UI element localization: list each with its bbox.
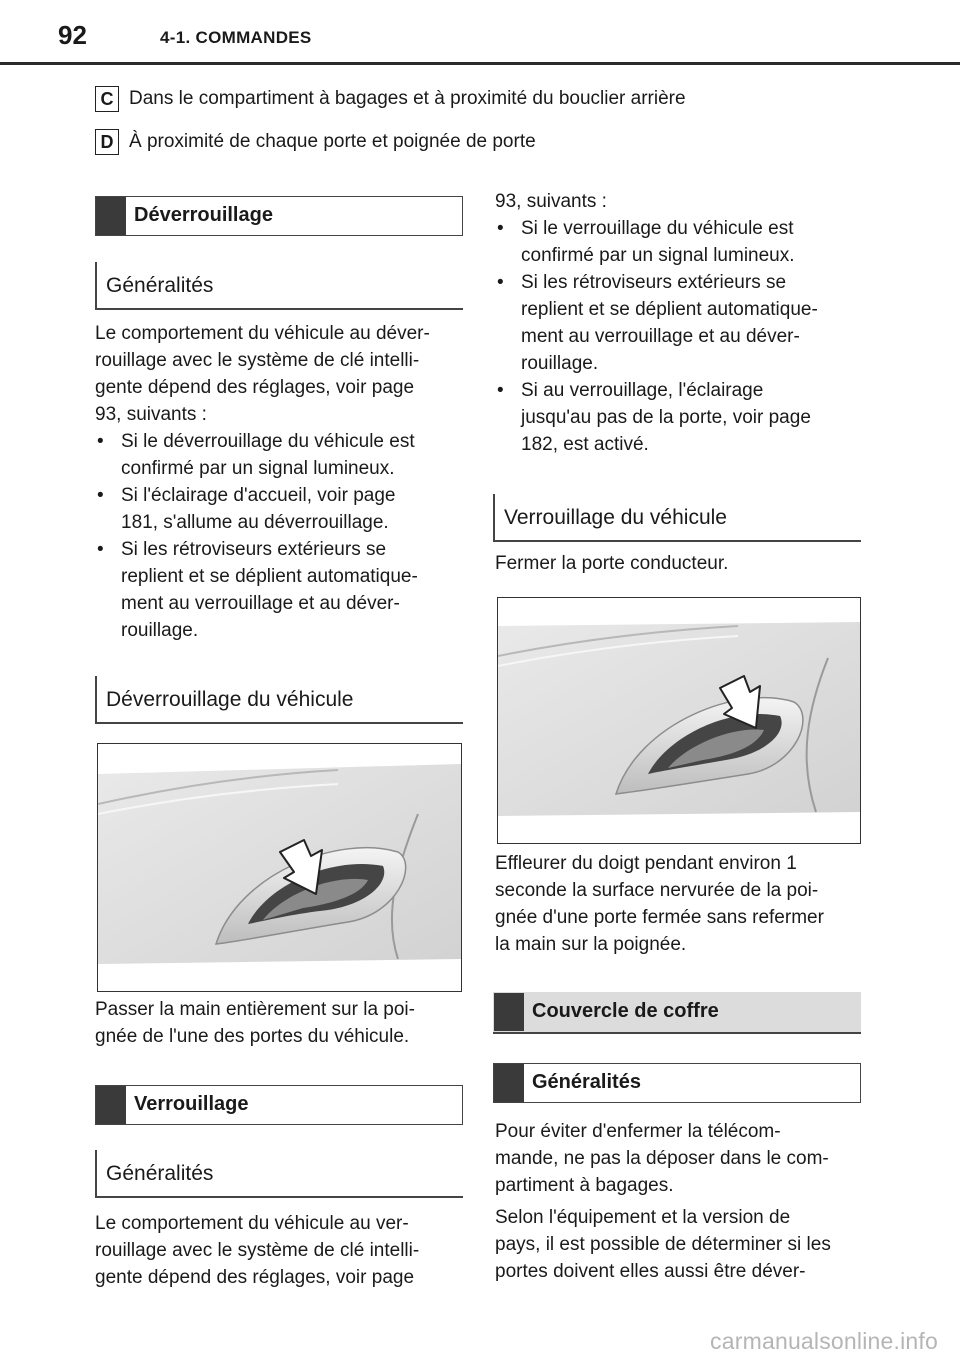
- door-handle-icon: [498, 598, 860, 843]
- paragraph-comportement-deverrouillage: [95, 320, 463, 428]
- header-rule: [0, 62, 960, 65]
- heading-deverrouillage: [95, 196, 463, 236]
- paragraph-effleurer: [495, 850, 863, 958]
- paragraph-eviter: [495, 1118, 863, 1199]
- heading-label: Généralités: [532, 1071, 641, 1093]
- subheading-label: Déverrouillage du véhicule: [106, 688, 354, 711]
- text-line: • Si le déverrouillage du véhicule est: [121, 431, 415, 452]
- paragraph-fermer-porte: [495, 550, 863, 577]
- text-line: portes doivent elles aussi être déver-: [495, 1261, 806, 1282]
- heading-label: Déverrouillage: [134, 204, 273, 226]
- heading-verrouillage: [95, 1085, 463, 1125]
- bullet-item: [495, 269, 863, 377]
- text-line: gnée d'une porte fermée sans refermer: [495, 907, 824, 928]
- text-line: ment au verrouillage et au déver-: [121, 593, 400, 614]
- bullet-item: [495, 215, 863, 269]
- heading-label: Verrouillage: [134, 1093, 249, 1115]
- text-line: partiment à bagages.: [495, 1175, 674, 1196]
- text-line: • Si au verrouillage, l'éclairage: [521, 380, 764, 401]
- text-line: confirmé par un signal lumineux.: [121, 458, 395, 479]
- bullet-list-verrouillage: [495, 215, 863, 458]
- text-line: pays, il est possible de déterminer si les: [495, 1234, 831, 1255]
- bullet-list-deverrouillage: [95, 428, 463, 644]
- bullet-item: [95, 482, 463, 536]
- text-line: 182, est activé.: [521, 434, 649, 455]
- text-line: • Si les rétroviseurs extérieurs se: [121, 539, 387, 560]
- text-line: rouillage.: [521, 353, 599, 374]
- watermark: carmanualsonline.info: [710, 1328, 938, 1354]
- text-line: Fermer la porte conducteur.: [495, 553, 729, 574]
- lettered-item-d: [95, 129, 536, 155]
- text-line: confirmé par un signal lumineux.: [521, 245, 795, 266]
- text-line: replient et se déplient automatique-: [121, 566, 418, 587]
- text-line: Pour éviter d'enfermer la télécom-: [495, 1121, 781, 1142]
- text-line: Selon l'équipement et la version de: [495, 1207, 791, 1228]
- text-line: seconde la surface nervurée de la poi-: [495, 880, 819, 901]
- text-line: Le comportement du véhicule au ver-: [95, 1213, 409, 1234]
- heading-generalites-3: [493, 1063, 861, 1103]
- door-handle-unlock-illustration: [97, 743, 462, 992]
- page-header: [0, 0, 960, 62]
- text-line: 93, suivants :: [495, 191, 607, 212]
- page-number: 92: [58, 20, 87, 50]
- heading-underline: [493, 1032, 861, 1034]
- bullet-item: [495, 377, 863, 458]
- letter-box-c: C: [95, 86, 119, 112]
- text-line: • Si l'éclairage d'accueil, voir page: [121, 485, 396, 506]
- heading-couvercle-coffre: [493, 992, 861, 1032]
- letter-box-d: D: [95, 129, 119, 155]
- text-line: gente dépend des réglages, voir page: [95, 1267, 415, 1288]
- text-line: Effleurer du doigt pendant environ 1: [495, 853, 797, 874]
- lettered-item-c: [95, 86, 686, 112]
- bullet-item: [95, 428, 463, 482]
- text-line: gnée de l'une des portes du véhicule.: [95, 1026, 410, 1047]
- text-line: rouillage avec le système de clé intelli-: [95, 350, 420, 371]
- text-line: replient et se déplient automatique-: [521, 299, 818, 320]
- subheading-label: Verrouillage du véhicule: [504, 506, 727, 529]
- lettered-item-text: À proximité de chaque porte et poignée de porte: [129, 131, 536, 152]
- text-line: la main sur la poignée.: [495, 934, 687, 955]
- text-line: gente dépend des réglages, voir page: [95, 377, 415, 398]
- text-line: rouillage avec le système de clé intelli-: [95, 1240, 420, 1261]
- door-handle-icon: [98, 744, 461, 991]
- text-line: jusqu'au pas de la porte, voir page: [521, 407, 811, 428]
- text-line: Le comportement du véhicule au déver-: [95, 323, 430, 344]
- text-line: mande, ne pas la déposer dans le com-: [495, 1148, 829, 1169]
- paragraph-selon: [495, 1204, 863, 1285]
- section-title: 4-1. COMMANDES: [160, 28, 312, 47]
- paragraph-passer-main: [95, 996, 463, 1050]
- text-line: • Si les rétroviseurs extérieurs se: [521, 272, 787, 293]
- door-handle-lock-illustration: [497, 597, 861, 844]
- bullet-item: [95, 536, 463, 644]
- lettered-item-text: Dans le compartiment à bagages et à proximité du bouclier arrière: [129, 88, 686, 109]
- text-line: • Si le verrouillage du véhicule est: [521, 218, 794, 239]
- text-line: 181, s'allume au déverrouillage.: [121, 512, 389, 533]
- text-line: 93, suivants :: [95, 404, 207, 425]
- heading-label: Couvercle de coffre: [532, 1000, 719, 1022]
- subheading-label: Généralités: [106, 274, 214, 297]
- text-line: Passer la main entièrement sur la poi-: [95, 999, 415, 1020]
- paragraph-comportement-verrouillage: [95, 1210, 463, 1291]
- paragraph-suivants: [495, 188, 863, 215]
- text-line: rouillage.: [121, 620, 199, 641]
- subheading-label: Généralités: [106, 1162, 214, 1185]
- text-line: ment au verrouillage et au déver-: [521, 326, 800, 347]
